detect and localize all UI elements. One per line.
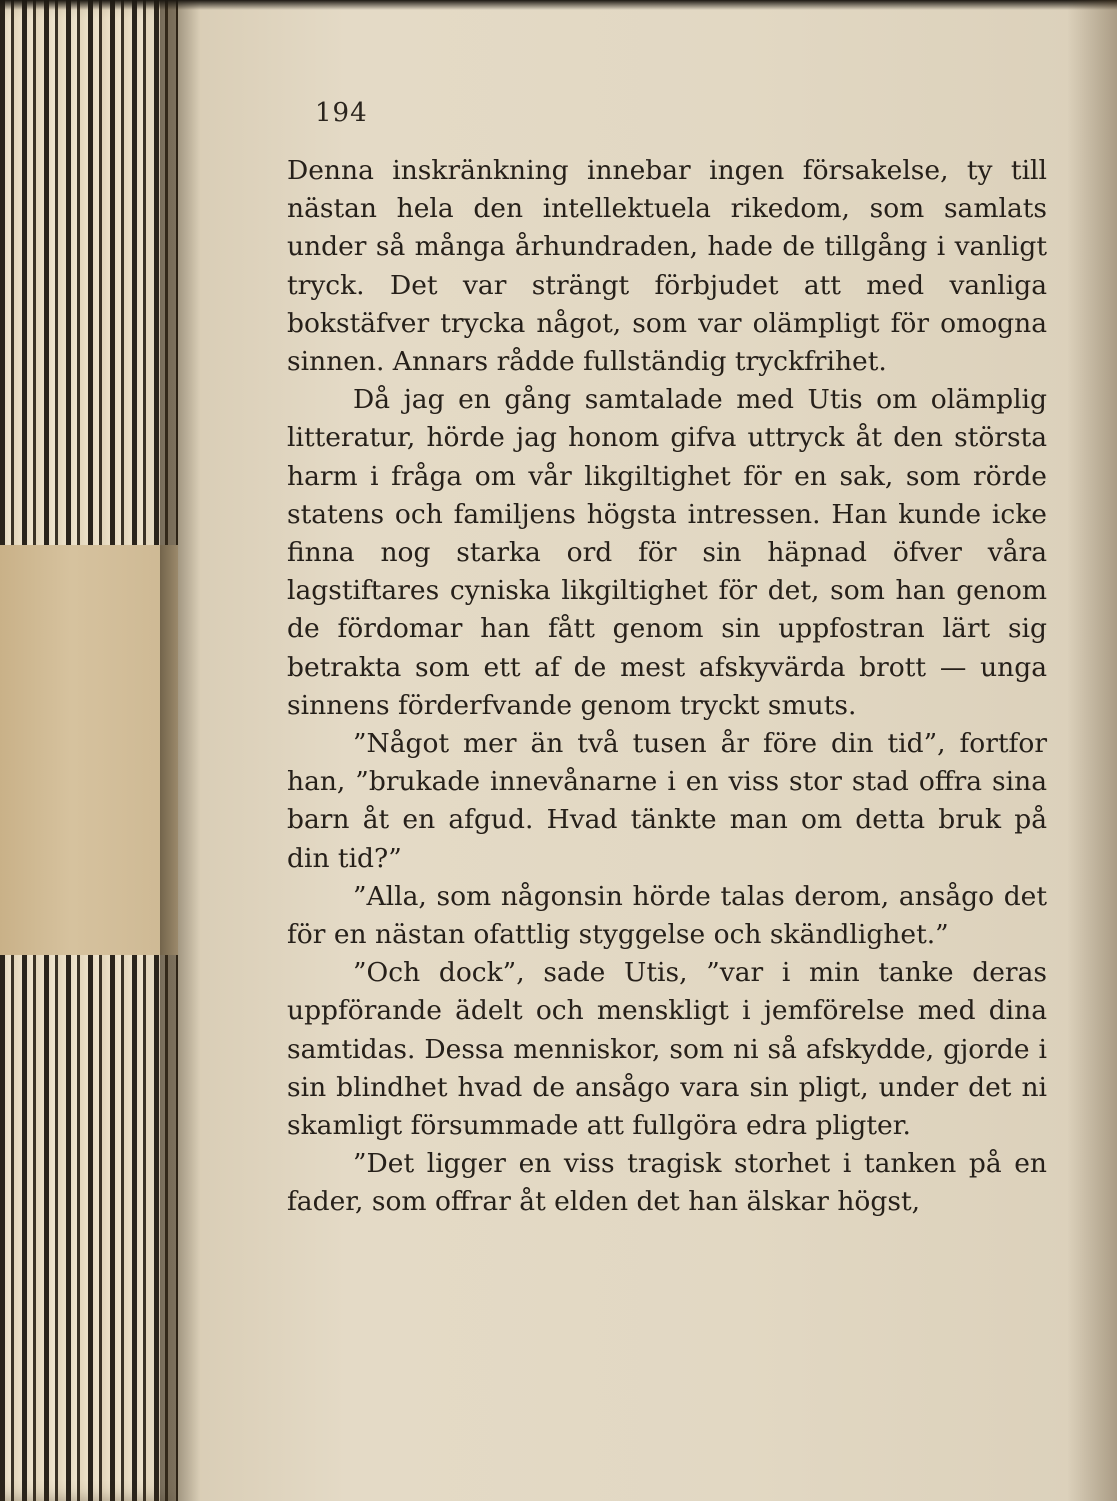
paragraph-4: ”Alla, som någonsin hörde talas derom, ansågo det för en nästan ofattlig styggelse och skändlighet.” [287, 880, 1047, 951]
paragraph-2: Då jag en gång samtalade med Utis om olämplig litteratur, hörde jag honom gifva uttryck åt den största harm i fråga om vår likgiltighet för en sak, som rörde statens och familjens högsta intressen. Han kunde icke finna nog starka ord för sin häpnad öfver våra lagstiftares cyniska likgiltighet för det, som han genom de fördomar han fått genom sin uppfostran lärt sig betrakta som ett af de mest afskyvärda brott — unga sinnens förderfvande genom tryckt smuts. [287, 384, 1047, 721]
paragraph-1: Denna inskränkning innebar ingen försakelse, ty till nästan hela den intellektuela rikedom, som samlats under så många århundraden, hade de tillgång i vanligt tryck. Det var strängt förbjudet att med vanliga bokstäfver trycka något, som var olämpligt för omogna sinnen. Annars rådde fullständig tryckfrihet. [287, 155, 1047, 378]
top-shadow [0, 0, 1117, 10]
page-number: 194 [315, 98, 368, 128]
paragraph-3: ”Något mer än två tusen år före din tid”, fortfor han, ”brukade innevånarne i en viss stor stad offra sina barn åt en afgud. Hvad tänkte man om detta bruk på din tid?” [287, 728, 1047, 874]
gutter-shadow [160, 0, 200, 1501]
body-text [287, 152, 1047, 1222]
right-edge-shadow [1067, 0, 1117, 1501]
stacked-page-edges [0, 0, 178, 1501]
page-edge-blur [0, 545, 178, 955]
paragraph-6: ”Det ligger en viss tragisk storhet i tanken på en fader, som offrar åt elden det han älskar högst, [287, 1148, 1047, 1218]
paragraph-5: ”Och dock”, sade Utis, ”var i min tanke deras uppförande ädelt och menskligt i jemförelse med dina samtidas. Dessa menniskor, som ni så afskydde, gjorde i sin blindhet hvad de ansågo vara sin pligt, under det ni skamligt försummade att fullgöra edra pligter. [287, 957, 1047, 1142]
